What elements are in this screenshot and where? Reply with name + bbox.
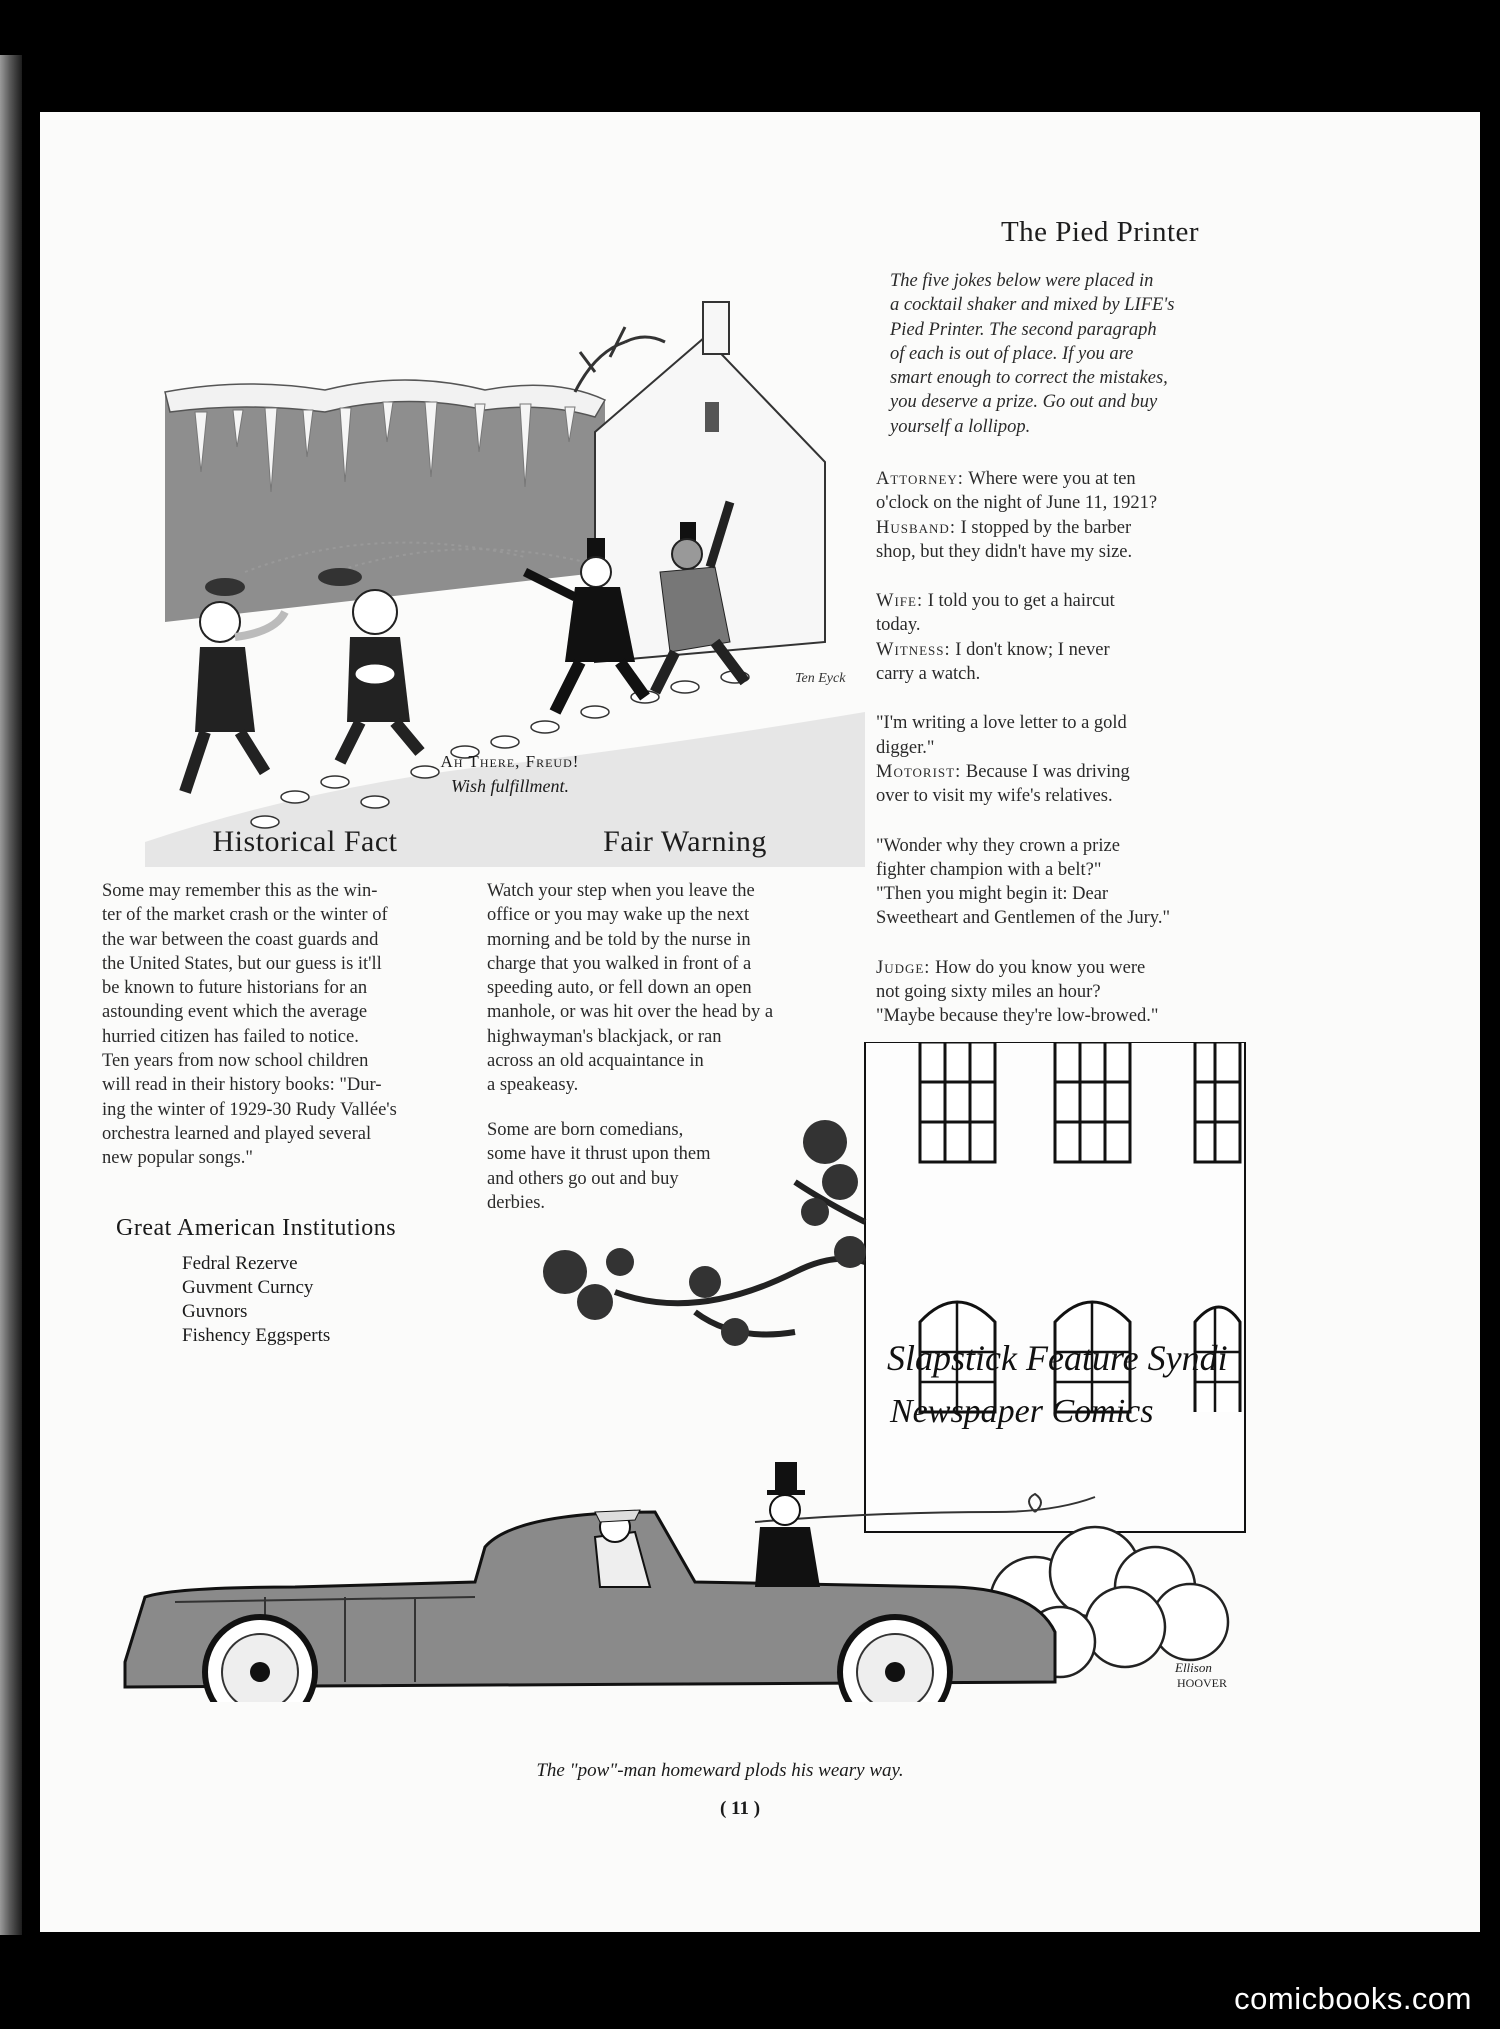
- joke-block: [876, 589, 1280, 686]
- page-number: ( 11 ): [719, 1798, 761, 1819]
- institution-item: Fishency Eggsperts: [182, 1325, 331, 1346]
- pied-printer-intro-line: yourself a lollipop.: [890, 416, 1031, 437]
- joke-line: [876, 516, 1280, 540]
- joke-block: [876, 467, 1280, 564]
- joke-line: [876, 1004, 1280, 1028]
- top-hat-passenger-figure: [755, 1462, 820, 1587]
- pied-printer-intro-line: smart enough to correct the mistakes,: [890, 368, 1168, 389]
- joke-line: [876, 858, 1280, 882]
- historical-fact-line: will read in their history books: "Dur-: [102, 1075, 382, 1096]
- joke-text: over to visit my wife's relatives.: [876, 786, 1113, 807]
- institution-item: Fedral Rezerve: [182, 1253, 298, 1274]
- joke-block: [876, 711, 1280, 808]
- fair-warning-line: a speakeasy.: [487, 1075, 579, 1096]
- pow-man-caption: The "pow"-man homeward plods his weary way.: [536, 1760, 904, 1781]
- historical-fact-line: hurried citizen has failed to notice.: [102, 1026, 359, 1047]
- historical-fact-line: new popular songs.": [102, 1148, 253, 1169]
- freud-cartoon-illustration: [125, 242, 885, 867]
- joke-speaker: Husband:: [876, 517, 956, 538]
- syndicate-sign-line2: Newspaper Comics: [890, 1393, 1154, 1430]
- joke-text: Because I was driving: [961, 761, 1130, 782]
- site-watermark: comicbooks.com: [1234, 1981, 1472, 2016]
- joke-text: I told you to get a haircut: [923, 591, 1115, 612]
- joke-line: [876, 662, 1280, 686]
- pied-printer-intro-line: you deserve a prize. Go out and buy: [890, 392, 1158, 413]
- scan-binding-edge: [0, 55, 22, 1935]
- pied-printer-jokes: [876, 467, 1280, 1054]
- joke-line: [876, 638, 1280, 662]
- pied-printer-intro-line: Pied Printer. The second paragraph: [890, 319, 1157, 340]
- historical-fact-line: the war between the coast guards and: [102, 929, 379, 950]
- historical-fact-line: orchestra learned and played several: [102, 1123, 372, 1144]
- fair-warning-line: across an old acquaintance in: [487, 1051, 704, 1072]
- joke-text: shop, but they didn't have my size.: [876, 541, 1133, 562]
- joke-line: [876, 589, 1280, 613]
- joke-text: "Wonder why they crown a prize: [876, 835, 1120, 856]
- freud-caption-subtitle: Wish fulfillment.: [450, 776, 569, 796]
- joke-text: today.: [876, 615, 921, 636]
- joke-line: [876, 906, 1280, 930]
- syndicate-sign-line1: Slapstick Feature Syndi: [887, 1338, 1228, 1378]
- fair-warning-title: Fair Warning: [603, 825, 767, 858]
- fair-warning-line: office or you may wake up the next: [487, 905, 750, 926]
- fair-warning-line: charge that you walked in front of a: [487, 953, 752, 974]
- historical-fact-line: Ten years from now school children: [102, 1051, 369, 1072]
- fair-warning-line: speeding auto, or fell down an open: [487, 978, 752, 999]
- joke-text: carry a watch.: [876, 664, 981, 685]
- joke-line: [876, 784, 1280, 808]
- fair-warning-closing-line: Some are born comedians,: [487, 1120, 684, 1140]
- joke-speaker: Wife:: [876, 591, 924, 612]
- joke-speaker: Witness:: [876, 639, 951, 660]
- historical-fact-title: Historical Fact: [212, 825, 398, 858]
- pied-printer-intro: [890, 269, 1280, 439]
- pow-man-signature-2: HOOVER: [1177, 1676, 1227, 1690]
- historical-fact-line: ing the winter of 1929-30 Rudy Vallée's: [102, 1099, 397, 1120]
- joke-speaker: Attorney:: [876, 469, 964, 489]
- fair-warning-line: manhole, or was hit over the head by a: [487, 1002, 774, 1023]
- freud-caption-title: Ah There, Freud!: [440, 752, 580, 771]
- pied-printer-intro-line: The five jokes below were placed in: [890, 271, 1154, 291]
- joke-text: "Maybe because they're low-browed.": [876, 1006, 1159, 1027]
- joke-line: [876, 882, 1280, 906]
- fair-warning-line: morning and be told by the nurse in: [487, 929, 751, 950]
- pied-printer-title: The Pied Printer: [1000, 216, 1200, 248]
- joke-line: [876, 467, 1280, 491]
- joke-block: [876, 956, 1280, 1029]
- historical-fact-line: the United States, but our guess is it'll: [102, 953, 382, 974]
- joke-line: [876, 613, 1280, 637]
- institutions-title: Great American Institutions: [116, 1215, 397, 1241]
- joke-speaker: Judge:: [876, 957, 931, 978]
- joke-text: Where were you at ten: [963, 469, 1136, 489]
- fair-warning-line: Watch your step when you leave the: [487, 881, 755, 901]
- joke-line: [876, 736, 1280, 760]
- fair-warning-closing-line: derbies.: [487, 1192, 546, 1213]
- freud-cartoon: [125, 242, 885, 867]
- magazine-page: [40, 112, 1480, 1932]
- joke-line: [876, 491, 1280, 515]
- joke-text: I don't know; I never: [950, 639, 1110, 660]
- fair-warning-closing-line: some have it thrust upon them: [487, 1144, 711, 1165]
- pow-man-cartoon-illustration: [95, 1042, 1285, 1702]
- joke-text: not going sixty miles an hour?: [876, 982, 1101, 1003]
- joke-line: [876, 711, 1280, 735]
- historical-fact-line: astounding event which the average: [102, 1002, 368, 1023]
- pow-man-signature-1: Ellison: [1175, 1660, 1212, 1675]
- fair-warning-line: highwayman's blackjack, or ran: [487, 1026, 722, 1047]
- institution-item: Guvment Curncy: [182, 1277, 314, 1298]
- joke-line: [876, 956, 1280, 980]
- pied-printer-intro-line: of each is out of place. If you are: [890, 343, 1134, 364]
- joke-line: [876, 760, 1280, 784]
- historical-fact-line: Some may remember this as the win-: [102, 881, 378, 901]
- joke-text: o'clock on the night of June 11, 1921?: [876, 493, 1158, 514]
- joke-text: fighter champion with a belt?": [876, 859, 1102, 880]
- pow-man-cartoon: [95, 1042, 1285, 1702]
- joke-line: [876, 834, 1280, 858]
- joke-text: Sweetheart and Gentlemen of the Jury.": [876, 908, 1171, 929]
- joke-text: I stopped by the barber: [955, 517, 1132, 538]
- joke-text: "Then you might begin it: Dear: [876, 884, 1109, 905]
- joke-block: [876, 834, 1280, 931]
- fair-warning-closing-line: and others go out and buy: [487, 1168, 679, 1189]
- joke-text: "I'm writing a love letter to a gold: [876, 713, 1127, 734]
- institution-item: Guvnors: [182, 1301, 248, 1322]
- freud-cartoon-signature: Ten Eyck: [795, 671, 846, 686]
- joke-text: digger.": [876, 737, 935, 758]
- joke-text: How do you know you were: [930, 957, 1146, 978]
- joke-speaker: Motorist:: [876, 761, 962, 782]
- historical-fact-line: be known to future historians for an: [102, 978, 368, 999]
- joke-line: [876, 980, 1280, 1004]
- pied-printer-intro-line: a cocktail shaker and mixed by LIFE's: [890, 295, 1175, 316]
- joke-line: [876, 540, 1280, 564]
- historical-fact-line: ter of the market crash or the winter of: [102, 905, 388, 926]
